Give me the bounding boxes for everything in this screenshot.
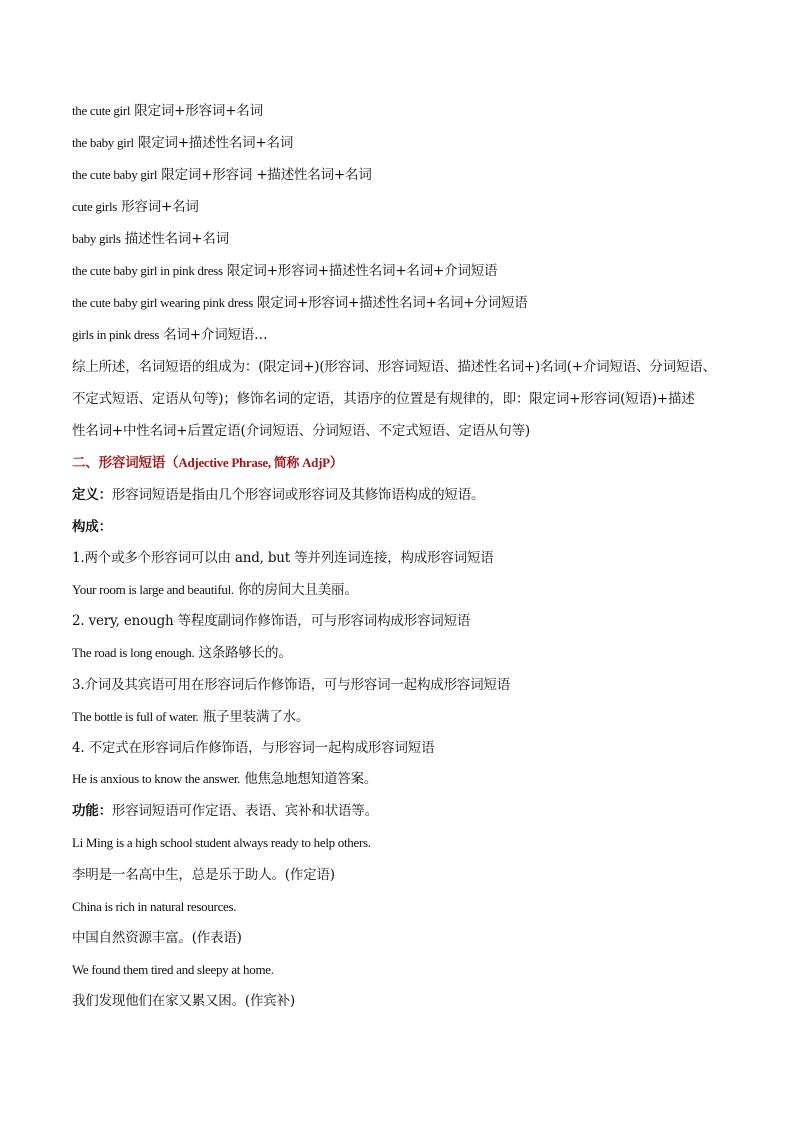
example-line: [72, 294, 528, 312]
example-line: [72, 166, 372, 184]
function-example-chinese: 中国自然资源丰富。(作表语): [72, 930, 242, 946]
example-line: [72, 230, 229, 248]
section-heading: [72, 454, 343, 472]
example-structure: 描述性名词+名词: [120, 231, 229, 247]
function-text: 形容词短语可作定语、表语、宾补和状语等。: [111, 803, 378, 819]
heading-english: Adjective Phrase, 简称 AdjP: [178, 455, 330, 470]
function-example-chinese: 我们发现他们在家又累又困。(作宾补): [72, 993, 295, 1009]
rule-example: [72, 708, 309, 726]
example-english: the cute baby girl in pink dress: [72, 263, 223, 278]
example-structure: 限定词+描述性名词+名词: [133, 135, 294, 151]
rule-example-english: The road is long enough.: [72, 645, 195, 660]
rule-3: 3.介词及其宾语可用在形容词后作修饰语，可与形容词一起构成形容词短语: [72, 677, 511, 693]
summary-line-1: 综上所述，名词短语的组成为：(限定词+)(形容词、形容词短语、描述性名词+)名词(+介词短语、分词短语、: [72, 359, 716, 375]
example-line: [72, 326, 267, 344]
definition-text: 形容词短语是指由几个形容词或形容词及其修饰语构成的短语。: [111, 487, 485, 503]
summary-line-3: 性名词+中性名词+后置定语(介词短语、分词短语、不定式短语、定语从句等): [72, 423, 530, 439]
example-structure: 名词+介词短语…: [159, 327, 268, 343]
definition-line: [72, 486, 484, 504]
rule-4: 4. 不定式在形容词后作修饰语，与形容词一起构成形容词短语: [72, 740, 435, 756]
rule-example-english: He is anxious to know the answer.: [72, 771, 241, 786]
composition-label: 构成：: [72, 519, 112, 535]
example-line: [72, 134, 293, 152]
definition-label: 定义：: [72, 487, 112, 503]
function-line: [72, 802, 378, 820]
heading-suffix: ）: [329, 455, 344, 471]
function-example-english: China is rich in natural resources.: [72, 899, 237, 914]
heading-prefix: 二、形容词短语（: [72, 455, 179, 471]
example-line: [72, 198, 199, 216]
rule-example-english: The bottle is full of water.: [72, 709, 199, 724]
function-example-english: Li Ming is a high school student always ready to help others.: [72, 835, 371, 850]
example-structure: 形容词+名词: [117, 199, 199, 215]
rule-example-chinese: 你的房间大且美丽。: [233, 582, 358, 598]
example-english: the cute baby girl: [72, 167, 158, 182]
example-line: [72, 102, 263, 120]
example-line: [72, 262, 497, 280]
example-structure: 限定词+形容词+名词: [130, 103, 263, 119]
summary-line-2: 不定式短语、定语从句等)；修饰名词的定语，其语序的位置是有规律的，即：限定词+形容词(短语)+描述: [72, 391, 695, 407]
function-example-english: We found them tired and sleepy at home.: [72, 962, 274, 977]
rule-example-chinese: 这条路够长的。: [194, 645, 292, 661]
function-label: 功能：: [72, 803, 112, 819]
rule-example: [72, 770, 377, 788]
function-example-chinese: 李明是一名高中生，总是乐于助人。(作定语): [72, 867, 335, 883]
example-english: the baby girl: [72, 135, 134, 150]
example-english: baby girls: [72, 231, 121, 246]
rule-1: 1.两个或多个形容词可以由 and, but 等并列连词连接，构成形容词短语: [72, 550, 494, 566]
rule-2: 2. very, enough 等程度副词作修饰语，可与形容词构成形容词短语: [72, 613, 471, 629]
example-structure: 限定词+形容词 +描述性名词+名词: [157, 167, 372, 183]
example-structure: 限定词+形容词+描述性名词+名词+介词短语: [222, 263, 498, 279]
example-structure: 限定词+形容词+描述性名词+名词+分词短语: [252, 295, 528, 311]
example-english: the cute baby girl wearing pink dress: [72, 295, 253, 310]
rule-example: [72, 581, 358, 599]
example-english: cute girls: [72, 199, 118, 214]
example-english: girls in pink dress: [72, 327, 160, 342]
rule-example-chinese: 他焦急地想知道答案。: [240, 771, 378, 787]
example-english: the cute girl: [72, 103, 131, 118]
rule-example-english: Your room is large and beautiful.: [72, 582, 234, 597]
rule-example: [72, 644, 292, 662]
rule-example-chinese: 瓶子里装满了水。: [198, 709, 310, 725]
